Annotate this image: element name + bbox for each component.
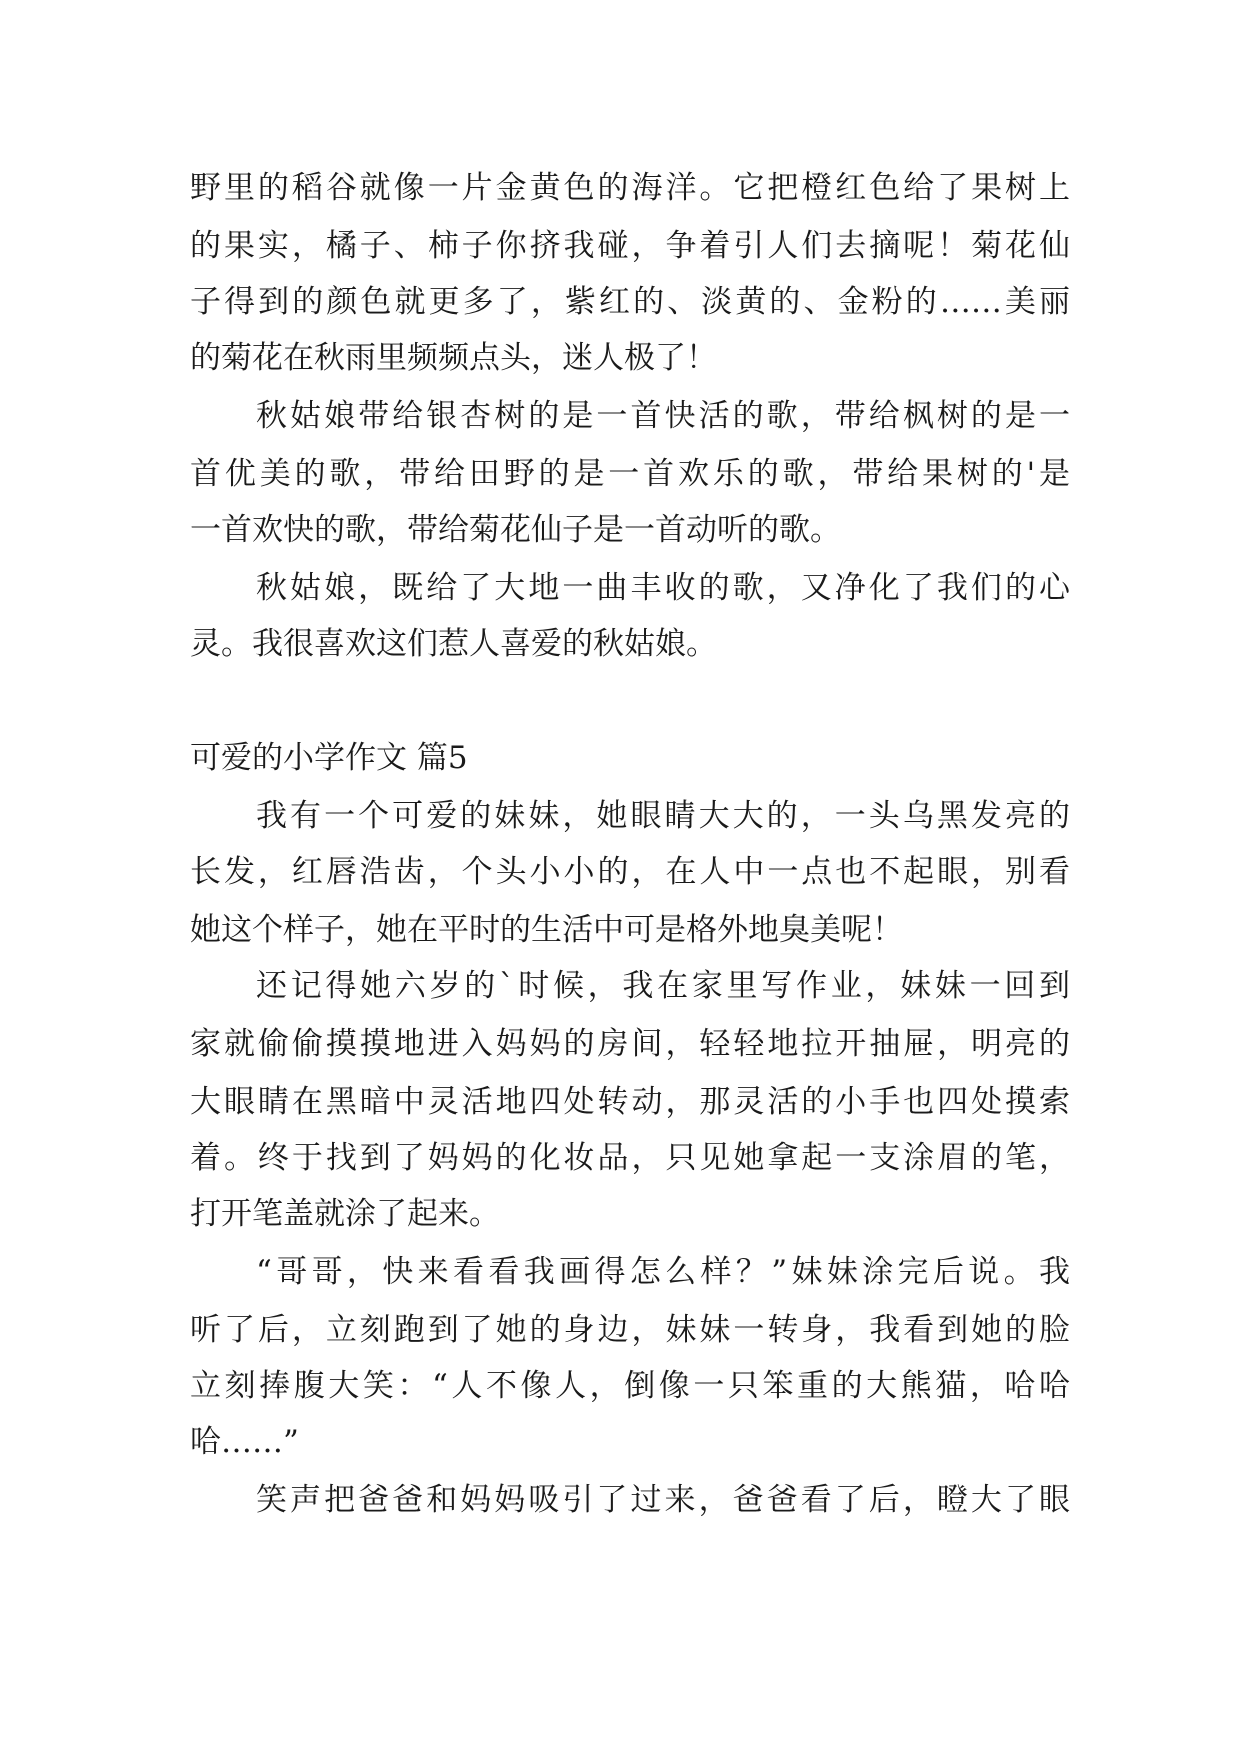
text-line: 还记得她六岁的`时候，我在家里写作业，妹妹一回到 <box>256 968 1070 1004</box>
text-line: 她这个样子，她在平时的生活中可是格外地臭美呢！ <box>190 912 903 948</box>
text-line: 的菊花在秋雨里频频点头，迷人极了！ <box>190 340 717 376</box>
text-line: 首优美的歌，带给田野的是一首欢乐的歌，带给果树的'是 <box>190 456 1070 492</box>
text-line: 秋姑娘带给银杏树的是一首快活的歌，带给枫树的是一 <box>256 398 1070 434</box>
text-line: 笑声把爸爸和妈妈吸引了过来，爸爸看了后，瞪大了眼 <box>256 1482 1070 1518</box>
text-line: 听了后，立刻跑到了她的身边，妹妹一转身，我看到她的脸 <box>190 1312 1070 1348</box>
text-line: “哥哥，快来看看我画得怎么样？”妹妹涂完后说。我 <box>256 1254 1070 1290</box>
text-line: 子得到的颜色就更多了，紫红的、淡黄的、金粉的……美丽 <box>190 284 1070 320</box>
text-line: 长发，红唇浩齿，个头小小的，在人中一点也不起眼，别看 <box>190 854 1070 890</box>
text-line: 野里的稻谷就像一片金黄色的海洋。它把橙红色给了果树上 <box>190 170 1070 206</box>
text-line: 一首欢快的歌，带给菊花仙子是一首动听的歌。 <box>190 512 841 548</box>
text-line: 立刻捧腹大笑：“人不像人，倒像一只笨重的大熊猫，哈哈 <box>190 1368 1070 1404</box>
section-heading: 可爱的小学作文 篇5 <box>190 740 468 776</box>
text-line: 灵。我很喜欢这们惹人喜爱的秋姑娘。 <box>190 626 717 662</box>
text-line: 打开笔盖就涂了起来。 <box>190 1196 500 1232</box>
text-line: 秋姑娘，既给了大地一曲丰收的歌，又净化了我们的心 <box>256 570 1070 606</box>
text-line: 哈……” <box>190 1424 299 1460</box>
text-line: 着。终于找到了妈妈的化妆品，只见她拿起一支涂眉的笔， <box>190 1140 1070 1176</box>
text-line: 我有一个可爱的妹妹，她眼睛大大的，一头乌黑发亮的 <box>256 798 1070 834</box>
text-line: 的果实，橘子、柿子你挤我碰，争着引人们去摘呢！菊花仙 <box>190 228 1070 264</box>
text-line: 家就偷偷摸摸地进入妈妈的房间，轻轻地拉开抽屉，明亮的 <box>190 1026 1070 1062</box>
text-line: 大眼睛在黑暗中灵活地四处转动，那灵活的小手也四处摸索 <box>190 1084 1070 1120</box>
